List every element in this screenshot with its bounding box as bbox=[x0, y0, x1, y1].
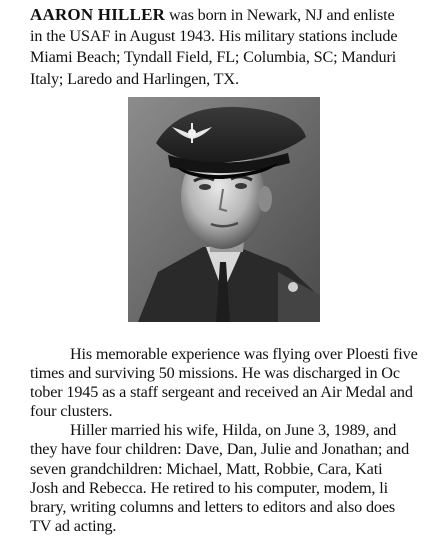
experience-line: four clusters. bbox=[30, 402, 113, 421]
family-line: Josh and Rebecca. He retired to his computer, modem, li bbox=[30, 478, 388, 497]
family-line: TV ad acting. bbox=[30, 516, 117, 535]
family-line: brary, writing columns and letters to editors and also does bbox=[30, 497, 396, 516]
family-line: Hiller married his wife, Hilda, on June 3, 1989, and bbox=[70, 421, 397, 440]
intro-line: Miami Beach; Tyndall Field, FL; Columbia, SC; Manduri bbox=[30, 48, 397, 67]
experience-line: His memorable experience was flying over Ploesti five bbox=[70, 345, 418, 363]
portrait-image-icon bbox=[128, 97, 320, 322]
family-line: seven grandchildren: Michael, Matt, Robbie, Cara, Kati bbox=[30, 459, 383, 478]
portrait-photo bbox=[128, 97, 320, 322]
intro-line: was born in Newark, NJ and enliste bbox=[165, 6, 395, 24]
experience-line: tober 1945 as a staff sergeant and received an Air Medal and bbox=[30, 383, 413, 402]
bio-intro bbox=[30, 4, 440, 90]
intro-line: Italy; Laredo and Harlingen, TX. bbox=[30, 69, 239, 88]
bio-body bbox=[30, 345, 440, 536]
family-line: they have four children: Dave, Dan, Julie and Jonathan; and bbox=[30, 440, 410, 459]
subject-name: AARON HILLER bbox=[30, 5, 166, 24]
experience-line: times and surviving 50 missions. He was discharged in Oc bbox=[30, 364, 400, 383]
intro-line: in the USAF in August 1943. His military stations include bbox=[30, 27, 398, 46]
